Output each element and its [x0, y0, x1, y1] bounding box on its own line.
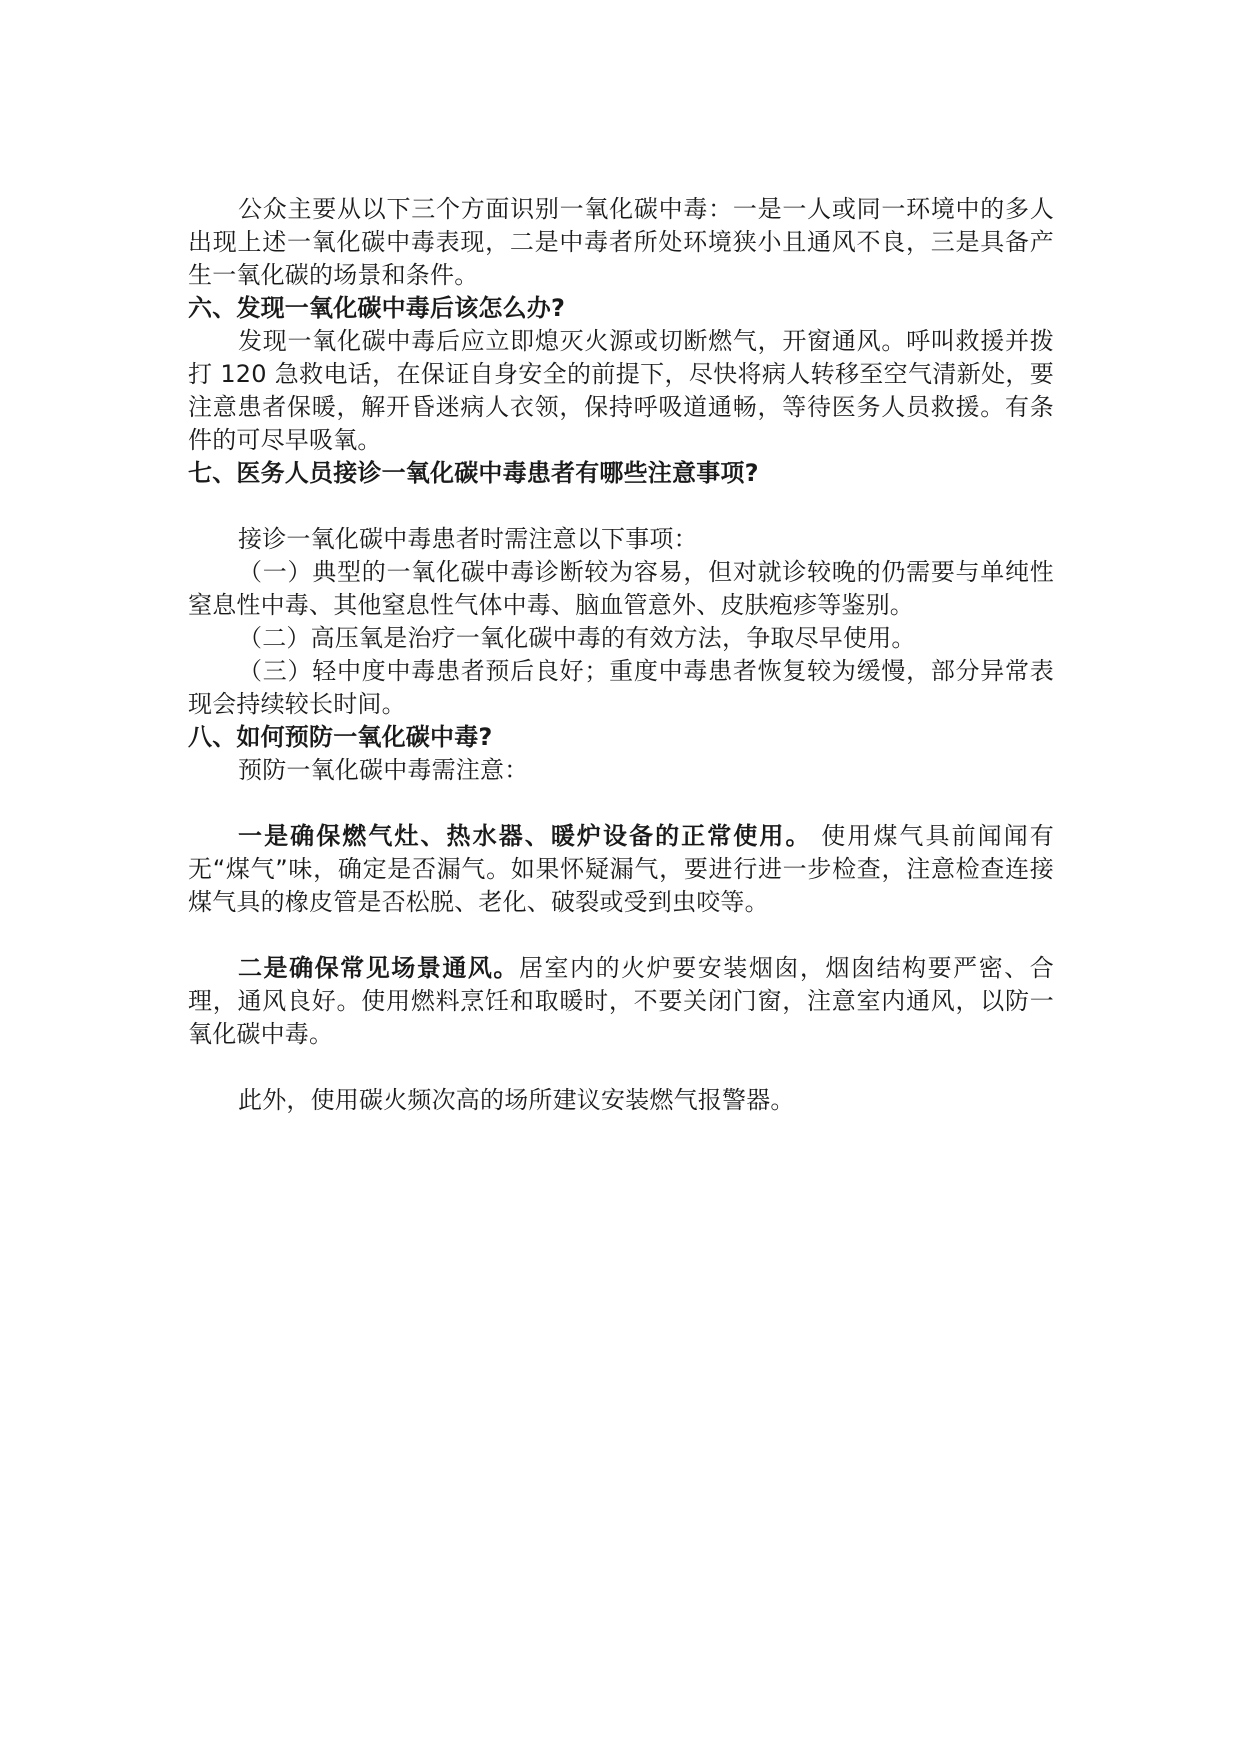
section-8-point-2-body: 居室内的火炉要安装烟囱，烟囱结构要严密、合理，通风良好。使用燃料烹饪和取暖时，不要关闭门窗，注意室内通风，以防一氧化碳中毒。 — [188, 954, 1055, 1048]
section-8-closing: 此外，使用碳火频次高的场所建议安装燃气报警器。 — [238, 1086, 795, 1114]
section-8-point-1-body: 使用煤气具前闻闻有无“煤气”味，确定是否漏气。如果怀疑漏气，要进行进一步检查，注意检查连接煤气具的橡皮管是否松脱、老化、破裂或受到虫咬等。 — [188, 822, 1054, 916]
section-8-intro: 预防一氧化碳中毒需注意： — [238, 756, 529, 784]
section-7-item-2: （二）高压氧是治疗一氧化碳中毒的有效方法，争取尽早使用。 — [238, 624, 916, 652]
section-8-heading: 八、如何预防一氧化碳中毒? — [188, 723, 493, 751]
section-6-body: 发现一氧化碳中毒后应立即熄灭火源或切断燃气，开窗通风。呼叫救援并拨打 120 急救电话，在保证自身安全的前提下，尽快将病人转移至空气清新处，要注意患者保暖，解开昏迷病人衣领，保持呼吸道通畅，等待医务人员救援。有条件的可尽早吸氧。 — [188, 327, 1054, 454]
section-7-item-3: （三）轻中度中毒患者预后良好；重度中毒患者恢复较为缓慢，部分异常表现会持续较长时间。 — [188, 657, 1054, 718]
section-6-heading: 六、发现一氧化碳中毒后该怎么办? — [188, 294, 566, 322]
section-8-point-1-lead: 一是确保燃气灶、热水器、暖炉设备的正常使用。 — [238, 822, 812, 850]
intro-paragraph: 公众主要从以下三个方面识别一氧化碳中毒：一是一人或同一环境中的多人出现上述一氧化碳中毒表现，二是中毒者所处环境狭小且通风不良，三是具备产生一氧化碳的场景和条件。 — [188, 195, 1054, 289]
section-7-intro: 接诊一氧化碳中毒患者时需注意以下事项： — [238, 525, 698, 553]
section-8-point-2 — [188, 952, 1054, 1051]
section-7-item-1: （一）典型的一氧化碳中毒诊断较为容易，但对就诊较晚的仍需要与单纯性窒息性中毒、其他窒息性气体中毒、脑血管意外、皮肤疱疹等鉴别。 — [188, 558, 1054, 619]
document-page — [188, 193, 1054, 1117]
section-8-point-1 — [188, 820, 1054, 919]
section-8-point-2-lead: 二是确保常见场景通风。 — [238, 954, 519, 982]
section-7-heading: 七、医务人员接诊一氧化碳中毒患者有哪些注意事项? — [188, 459, 759, 487]
